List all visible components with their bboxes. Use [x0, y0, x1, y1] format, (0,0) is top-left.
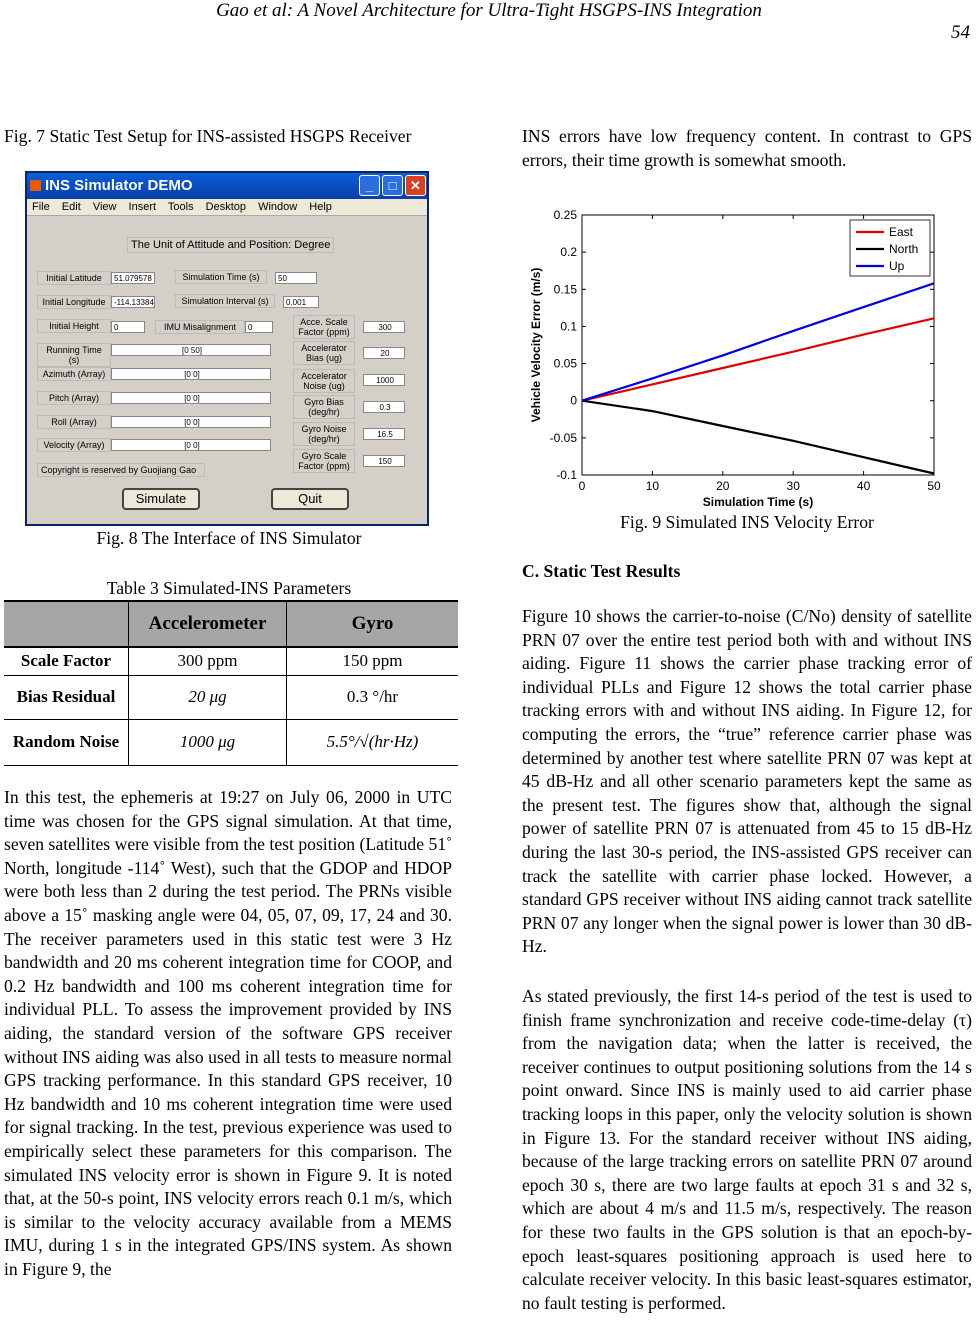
fig9-caption: Fig. 9 Simulated INS Velocity Error [620, 512, 874, 532]
x-tick-label: 20 [716, 479, 730, 493]
pitch-field[interactable]: [0 0] [111, 392, 271, 404]
acce-scale-factor-field[interactable]: 300 [363, 321, 405, 333]
close-icon[interactable]: ✕ [405, 175, 426, 196]
simulate-button[interactable]: Simulate [122, 488, 200, 510]
roll-field[interactable]: [0 0] [111, 416, 271, 428]
y-tick-label: 0.15 [553, 282, 577, 297]
table-cell: 20 μg [129, 675, 287, 719]
azimuth-label: Azimuth (Array) [37, 367, 111, 381]
menu-tools[interactable]: Tools [167, 201, 194, 213]
y-tick-label: -0.05 [549, 430, 577, 445]
simulation-interval-field[interactable]: 0.001 [283, 296, 319, 308]
roll-label: Roll (Array) [37, 415, 111, 429]
table-cell: 5.5°/√(hr·Hz) [287, 719, 459, 765]
ins-simulator-window [25, 171, 429, 526]
left-column [4, 125, 454, 149]
table3-caption: Table 3 Simulated-INS Parameters [106, 578, 352, 598]
y-tick-label: 0 [570, 393, 577, 408]
table-cell: 0.3 °/hr [287, 675, 459, 719]
initial-height-field[interactable]: 0 [111, 321, 145, 333]
velocity-label: Velocity (Array) [37, 438, 111, 452]
imu-misalignment-label: IMU Misalignment [155, 320, 245, 334]
running-time-label: Running Time (s) [37, 343, 111, 367]
initial-height-label: Initial Height [37, 319, 111, 333]
table-header-row [4, 601, 458, 647]
right-intro-paragraph: INS errors have low frequency content. In contrast to GPS errors, their time growth is somewhat smooth. [522, 126, 972, 170]
y-tick-label: 0.25 [553, 208, 577, 222]
y-tick-label: 0.2 [560, 245, 577, 260]
legend-label: Up [889, 259, 905, 273]
velocity-error-chart [522, 205, 972, 515]
simulator-titlebar [27, 173, 427, 199]
menu-desktop[interactable]: Desktop [205, 201, 247, 213]
table-cell: Bias Residual [4, 675, 129, 719]
running-title: Gao et al: A Novel Architecture for Ultra-Tight HSGPS-INS Integration [216, 0, 762, 21]
simulation-interval-label: Simulation Interval (s) [175, 294, 275, 308]
x-tick-label: 50 [927, 479, 941, 493]
y-axis-label: Vehicle Velocity Error (m/s) [529, 267, 543, 423]
right-body-paragraph-2: As stated previously, the first 14-s period of the test is used to finish frame synchronization and receive code-time-delay (τ) from the navigation data; when the latter is received, the receiver continues to output positioning solutions from the 14 s point onward. Since INS is mainly used to aid carrier phase tracking loops in this paper, only the velocity solution is shown in Figure 13. For the standard receiver without INS aiding, because of the large tracking errors on satellite PRN 07 around epoch 30 s, there are two large faults at epoch 31 s and 32 s, which are about 4 m/s and 11.5 m/s, respectively. The reason for these two faults in the GPS solution is that an epoch-by-epoch least-squares positioning approach is used here to calculate receiver velocity. In this basic least-squares estimator, no fault testing is performed. [522, 986, 972, 1313]
simulation-time-field[interactable]: 50 [275, 272, 317, 284]
table-cell: Scale Factor [4, 647, 129, 675]
section-heading: C. Static Test Results [522, 561, 681, 581]
matlab-logo-icon [30, 180, 41, 191]
unit-heading: The Unit of Attitude and Position: Degree [127, 237, 334, 253]
simulator-title: INS Simulator DEMO [45, 177, 193, 194]
minimize-icon[interactable]: _ [359, 175, 380, 196]
menu-help[interactable]: Help [309, 201, 332, 213]
x-tick-label: 0 [578, 479, 586, 493]
gyro-noise-field[interactable]: 16.5 [363, 428, 405, 440]
maximize-icon[interactable]: □ [382, 175, 403, 196]
imu-misalignment-field[interactable]: 0 [245, 321, 273, 333]
table-cell: 1000 μg [129, 719, 287, 765]
pitch-label: Pitch (Array) [37, 391, 111, 405]
fig7-caption: Fig. 7 Static Test Setup for INS-assisted HSGPS Receiver [4, 126, 412, 146]
gyro-noise-label: Gyro Noise (deg/hr) [293, 422, 355, 446]
velocity-field[interactable]: [0 0] [111, 439, 271, 451]
menu-window[interactable]: Window [258, 201, 298, 213]
table-cell: 300 ppm [129, 647, 287, 675]
fig8-caption: Fig. 8 The Interface of INS Simulator [96, 528, 362, 548]
gyro-scale-factor-label: Gyro Scale Factor (ppm) [293, 449, 355, 473]
gyro-scale-factor-field[interactable]: 150 [363, 455, 405, 467]
acce-scale-factor-label: Acce. Scale Factor (ppm) [293, 315, 355, 339]
right-body-paragraph-1: Figure 10 shows the carrier-to-noise (C/No) density of satellite PRN 07 over the entire test period both with and without INS aiding. Figure 11 shows the carrier phase tracking error of individual PLLs and Figure 12 shows the total carrier phase tracking errors with and without INS aiding. In Figure 12, for computing the errors, the “true” reference carrier phase was determined by another test where satellite PRN 07 was kept at 45 dB-Hz and all other scenario parameters kept the same as the present test. The figures show that, although the signal power of satellite PRN 07 is attenuated from 45 to 15 dB-Hz during the last 30-s period, the INS-assisted GPS receiver can track the satellite with carrier phase locked. However, a standard GPS receiver without INS aiding cannot track satellite PRN 07 any longer when the signal power is lower than 30 dB-Hz. [522, 606, 972, 957]
gyro-bias-label: Gyro Bias (deg/hr) [293, 395, 355, 419]
x-tick-label: 40 [856, 479, 871, 493]
menu-view[interactable]: View [92, 201, 117, 213]
chart-legend [850, 220, 930, 276]
initial-longitude-field[interactable]: -114.13384 [111, 296, 155, 308]
x-tick-label: 10 [645, 479, 660, 493]
menu-edit[interactable]: Edit [61, 201, 81, 213]
table-cell: Random Noise [4, 719, 129, 765]
table-row [4, 647, 458, 675]
running-time-field[interactable]: [0 50] [111, 344, 271, 356]
x-axis-label: Simulation Time (s) [702, 495, 814, 509]
table-header-cell: Gyro [287, 601, 459, 647]
legend-label: East [889, 225, 914, 239]
initial-latitude-label: Initial Latitude [37, 271, 111, 285]
table-header-cell: Accelerometer [129, 601, 287, 647]
table-row [4, 719, 458, 765]
x-tick-label: 30 [786, 479, 800, 493]
accelerator-bias-label: Accelerator Bias (ug) [293, 341, 355, 365]
left-body-paragraph: In this test, the ephemeris at 19:27 on July 06, 2000 in UTC time was chosen for the GPS signal simulation. At that time, seven satellites were visible from the test position (Latitude 51˚ North, longitude -114˚ West), such that the GDOP and HDOP were both less than 2 during the test period. The PRNs visible above a 15˚ masking angle were 04, 05, 07, 09, 17, 24 and 30. The receiver parameters used in this static test were 3 Hz bandwidth and 20 ms coherent integration time for COOP, and 0.2 Hz bandwidth and 100 ms coherent integration time for individual PLL. To assess the improvement provided by INS aiding, the standard version of the software GPS receiver without INS aiding was also used in all tests to measure normal GPS tracking performance. In this standard GPS receiver, 10 Hz bandwidth and 10 ms coherent integration time were used for signal tracking. In the test, previous experience was used to empirically select these parameters for this comparison. The simulated INS velocity error is shown in Figure 9. It is noted that, at the 50-s point, INS velocity errors reach 0.1 m/s, which is similar to the velocity accuracy available from a MEMS IMU, during 1 s in the integrated GPS/INS system. As shown in Figure 9, the [4, 787, 452, 1279]
y-tick-label: 0.1 [560, 319, 577, 334]
accelerator-noise-field[interactable]: 1000 [363, 374, 405, 386]
simulator-menubar [27, 199, 427, 216]
azimuth-field[interactable]: [0 0] [111, 368, 271, 380]
quit-button[interactable]: Quit [271, 488, 349, 510]
table-row [4, 675, 458, 719]
copyright-label: Copyright is reserved by Guojiang Gao [37, 463, 205, 477]
table-header-cell [4, 601, 129, 647]
y-tick-label: 0.05 [553, 356, 577, 371]
menu-insert[interactable]: Insert [128, 201, 157, 213]
y-tick-label: -0.1 [556, 468, 577, 482]
table3 [4, 600, 458, 766]
simulation-time-label: Simulation Time (s) [175, 270, 267, 284]
accelerator-bias-field[interactable]: 20 [363, 347, 405, 359]
page-header [0, 0, 978, 43]
initial-latitude-field[interactable]: 51.079578 [111, 272, 155, 284]
page-number: 54 [951, 22, 970, 43]
initial-longitude-label: Initial Longitude [37, 295, 111, 309]
accelerator-noise-label: Accelerator Noise (ug) [293, 369, 355, 393]
gyro-bias-field[interactable]: 0.3 [363, 401, 405, 413]
menu-file[interactable]: File [32, 201, 50, 213]
legend-label: North [889, 242, 919, 256]
table-cell: 150 ppm [287, 647, 459, 675]
